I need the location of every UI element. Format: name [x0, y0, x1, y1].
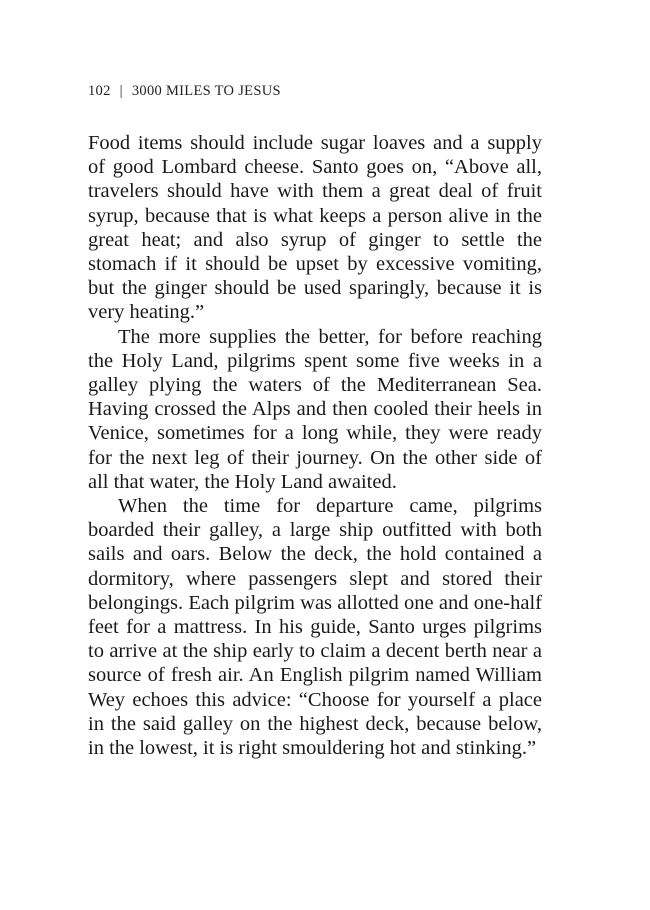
- running-header: [88, 83, 281, 100]
- page-number: 102: [88, 83, 111, 99]
- body-text: [88, 131, 542, 760]
- header-separator: |: [119, 83, 123, 99]
- paragraph: Food items should include sugar loaves and a supply of good Lombard cheese. Santo goes on, “Above all, travelers should have with them a great deal of fruit syrup, because that is what keeps a person alive in the great heat; and also syrup of ginger to settle the stomach if it should be upset by excessive vomiting, but the ginger should be used sparingly, because it is very heating.”: [88, 132, 542, 324]
- paragraph: The more supplies the better, for before reaching the Holy Land, pilgrims spent some five weeks in a galley plying the waters of the Mediterranean Sea. Having crossed the Alps and then cooled their heels in Venice, sometimes for a long while, they were ready for the next leg of their journey. On the other side of all that water, the Holy Land awaited.: [88, 325, 542, 493]
- book-title: 3000 MILES TO JESUS: [131, 83, 281, 99]
- paragraph: When the time for departure came, pilgrims boarded their galley, a large ship outfitted with both sails and oars. Below the deck, the hold contained a dormitory, where passengers slept and stored their belongings. Each pilgrim was allotted one and one-half feet for a mattress. In his guide, Santo urges pilgrims to arrive at the ship early to claim a decent berth near a source of fresh air. An English pilgrim named William Wey echoes this advice: “Choose for yourself a place in the said galley on the highest deck, because below, in the lowest, it is right smouldering hot and stinking.”: [88, 495, 542, 760]
